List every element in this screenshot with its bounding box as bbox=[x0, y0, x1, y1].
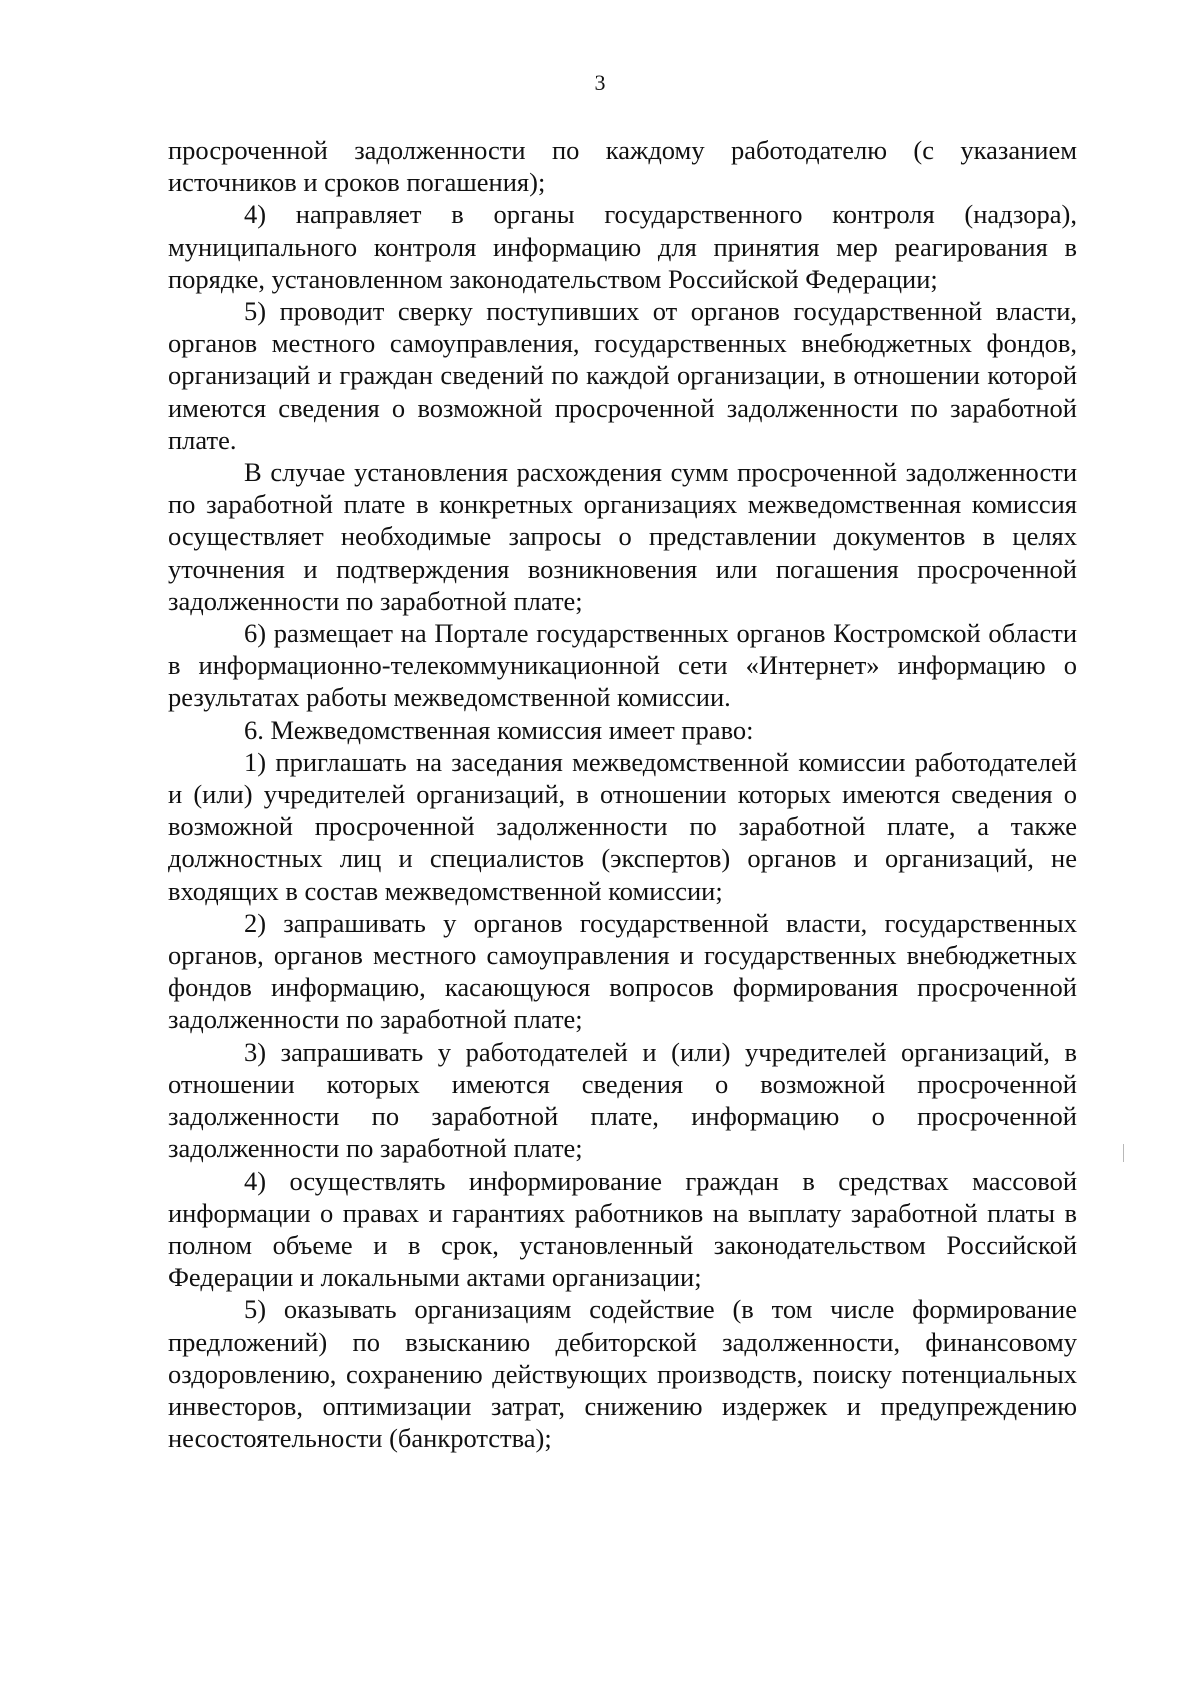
paragraph-right-1-invite: 1) приглашать на заседания межведомственной комиссии работодателей и (или) учредителей организаций, в отношении которых имеются сведения о возможной просроченной задолженности по заработной плате, а также должностных лиц и специалистов (экспертов) органов и организаций, не входящих в состав межведомственной комиссии; bbox=[168, 746, 1077, 906]
paragraph-discrepancy: В случае установления расхождения сумм просроченной задолженности по заработной плате в конкретных организациях межведомственная комиссия осуществляет необходимые запросы о представлении документов в целях уточнения и подтверждения возникновения или погашения просроченной задолженности по заработной плате; bbox=[168, 457, 1077, 616]
document-body bbox=[168, 134, 1077, 1454]
paragraph-continuation: просроченной задолженности по каждому работодателю (с указанием источников и сроков погашения); bbox=[168, 135, 1077, 198]
paragraph-item-5-reconciliation: 5) проводит сверку поступивших от органов государственной власти, органов местного самоуправления, государственных внебюджетных фондов, организаций и граждан сведений по каждой организации, в отношении которой имеются сведения о возможной просроченной задолженности по заработной плате. bbox=[168, 296, 1077, 455]
scan-artifact-mark bbox=[1123, 1144, 1124, 1162]
paragraph-right-2-request-authorities: 2) запрашивать у органов государственной власти, государственных органов, органов местного самоуправления и государственных внебюджетных фондов информацию, касающуюся вопросов формирования просроченной задолженности по заработной плате; bbox=[168, 907, 1077, 1035]
paragraph-item-4-directs: 4) направляет в органы государственного контроля (надзора), муниципального контроля информацию для принятия мер реагирования в порядке, установленном законодательством Российской Федерации; bbox=[168, 199, 1077, 294]
paragraph-right-4-inform-citizens: 4) осуществлять информирование граждан в средствах массовой информации о правах и гарантиях работников на выплату заработной платы в полном объеме и в срок, установленный законодательством Российской Федерации и локальными актами организации; bbox=[168, 1165, 1077, 1293]
section-6-heading: 6. Межведомственная комиссия имеет право: bbox=[244, 714, 754, 745]
page-number: 3 bbox=[594, 70, 606, 95]
paragraph-right-3-request-employers: 3) запрашивать у работодателей и (или) учредителей организаций, в отношении которых имеются сведения о возможной просроченной задолженности по заработной плате, информацию о просроченной задолженности по заработной плате; bbox=[168, 1036, 1077, 1164]
paragraph-item-6-publishes: 6) размещает на Портале государственных органов Костромской области в информационно-телекоммуникационной сети «Интернет» информацию о результатах работы межведомственной комиссии. bbox=[168, 618, 1077, 713]
paragraph-right-5-assist-organizations: 5) оказывать организациям содействие (в том числе формирование предложений) по взысканию дебиторской задолженности, финансовому оздоровлению, сохранению действующих производств, поиску потенциальных инвесторов, оптимизации затрат, снижению издержек и предупреждению несостоятельности (банкротства); bbox=[168, 1294, 1077, 1454]
